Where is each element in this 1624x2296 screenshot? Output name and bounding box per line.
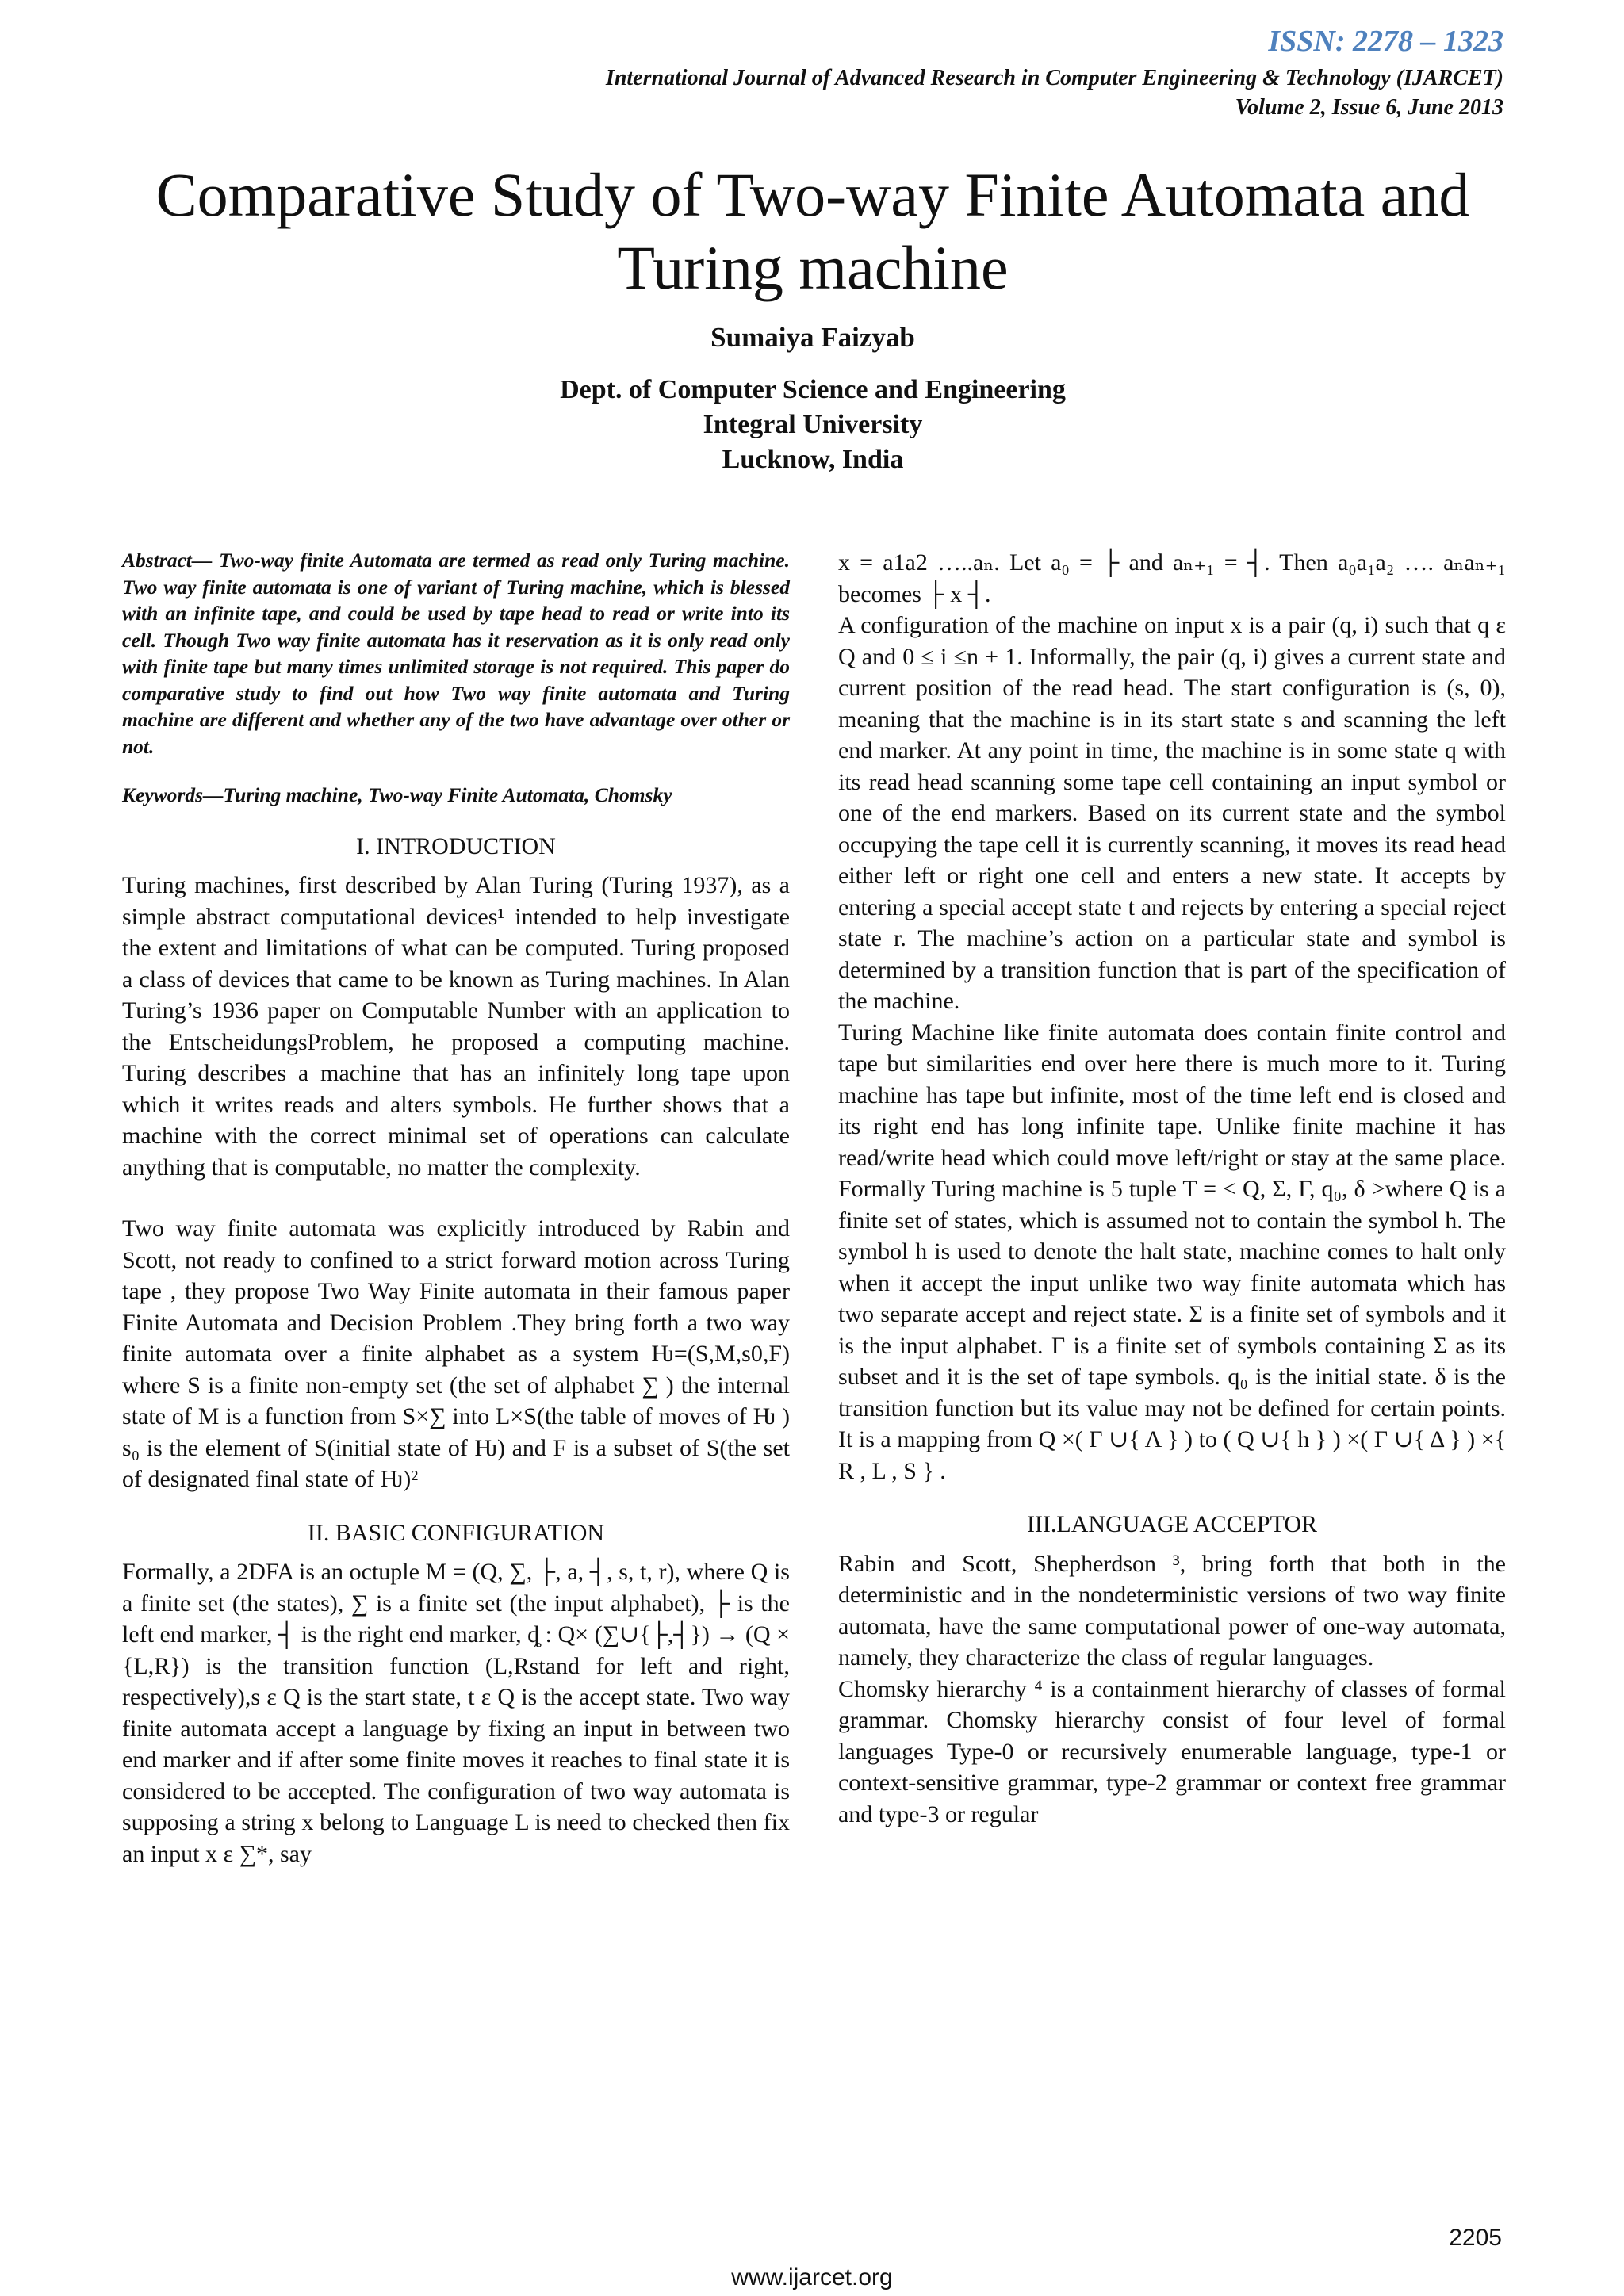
right-column xyxy=(838,547,1506,1830)
configuration-paragraph-1: x = a1a2 …..aₙ. Let a₀ = ├ and aₙ₊₁ = ┤. Then a₀a₁a₂ …. aₙaₙ₊₁ becomes ├ x ┤. xyxy=(838,549,1506,607)
intro-paragraph-1: Turing machines, first described by Alan Turing (Turing 1937), as a simple abstract computational devices¹ intended to help investigate the extent and limitations of what can be computed. Turing proposed a class of devices that came to be known as Turing machines. In Alan Turing’s 1936 paper on Computable Number with an application to the EntscheidungsProblem, he proposed a computing machine. Turing describes a machine that has an infinitely long tape upon which it writes reads and alters symbols. He further shows that a machine with the correct minimal set of operations can calculate anything that is computable, no matter the complexity. xyxy=(122,872,790,1181)
language-acceptor-paragraph-2: Chomsky hierarchy ⁴ is a containment hierarchy of classes of formal grammar. Chomsky hierarchy consist of four level of formal languages Type-0 or recursively enumerable language, type-1 or context-sensitive grammar, type-2 grammar or context free grammar and type-3 or regular xyxy=(838,1675,1506,1827)
turing-machine-paragraph: Turing Machine like finite automata does contain finite control and tape but similarities end over here there is much more to it. Turing machine has tape but infinite, most of the time left end is closed and its right end has long infinite tape. Unlike finite machine it has read/write head which could move left/right or stay at the same place. Formally Turing machine is 5 tuple T = < Q, Σ, Γ, q₀, δ >where Q is a finite set of states, which is assumed not to contain the symbol h. The symbol h is used to denote the halt state, machine comes to halt only when it accept the input unlike two way finite automata which has two separate accept and reject state. Σ is a finite set of symbols and it is the input alphabet. Γ is a finite set of symbols containing Σ as its subset and it is the set of tape symbols. q₀ is the initial state. δ is the transition function but its value may not be defined for certain points. It is a mapping from Q ×( Γ ∪{ Λ } ) to ( Q ∪{ h } ) ×( Γ ∪{ Δ } ) ×{ R , L , S } . xyxy=(838,1019,1506,1484)
journal-name: International Journal of Advanced Research in Computer Engineering & Technology (IJARCET) xyxy=(605,66,1503,90)
section-heading-language-acceptor: III.LANGUAGE ACCEPTOR xyxy=(1026,1511,1318,1537)
affiliation-university: Integral University xyxy=(703,410,923,439)
affiliation xyxy=(119,373,1507,477)
affiliation-dept: Dept. of Computer Science and Engineering xyxy=(560,375,1066,404)
issn: ISSN: 2278 – 1323 xyxy=(1268,25,1503,58)
keywords: Keywords—Turing machine, Two-way Finite Automata, Chomsky xyxy=(122,783,672,806)
configuration-paragraph-2: A configuration of the machine on input x is a pair (q, i) such that q ε Q and 0 ≤ i ≤n + 1. Informally, the pair (q, i) gives a current state and current position of the read head. The start configuration is (s, 0), meaning that the machine is in its start state s and scanning the left end marker. At any point in time, the machine is in some state q with its read head scanning some tape cell containing an input symbol or one of the end markers. Based on its current state and the symbol occupying the tape cell it is currently scanning, it moves its read head either left or right one cell and enters a new state. It accepts by entering a special accept state t and rejects by entering a special reject state r. The machine’s action on a particular state and symbol is determined by a transition function that is part of the specification of the machine. xyxy=(838,612,1506,1014)
section-heading-introduction: I. INTRODUCTION xyxy=(356,832,556,859)
section-heading-basic-configuration: II. BASIC CONFIGURATION xyxy=(307,1519,605,1546)
page-number: 2205 xyxy=(1449,2225,1502,2251)
basic-configuration-paragraph: Formally, a 2DFA is an octuple M = (Q, ∑, ├, a, ┤, s, t, r), where Q is a finite set (the states), ∑ is a finite set (the input alphabet), ├ is the left end marker, ┤ is the right end marker, ȡ : Q× (∑∪{├,┤}) → (Q × {L,R}) is the transition function (L,Rstand for left and right, respectively),s ε Q is the start state, t ε Q is the accept state. Two way finite automata accept a language by fixing an input in between two end marker and if after some finite moves it reaches to final state it is considered to be accepted. The configuration of two way automata is supposing a string x belong to Language L is need to checked then fix an input x ε ∑*, say xyxy=(122,1559,790,1867)
intro-paragraph-2: Two way finite automata was explicitly introduced by Rabin and Scott, not ready to confined to a strict forward motion across Turing tape , they propose Two Way Finite automata in their famous paper Finite Automata and Decision Problem .They bring forth a two way finite automata over a finite alphabet as a system Ƕ=(S,M,s0,F) where S is a finite non-empty set (the set of alphabet ∑ ) the internal state of M is a function from S×∑ into L×S(the table of moves of Ƕ ) s₀ is the element of S(initial state of Ƕ) and F is a subset of S(the set of designated final state of Ƕ)² xyxy=(122,1215,790,1492)
paper-title: Comparative Study of Two-way Finite Automata and Turing machine xyxy=(155,160,1470,302)
journal-header xyxy=(606,63,1503,122)
abstract: Abstract— Two-way finite Automata are termed as read only Turing machine. Two way finite automata is one of variant of Turing machine, which is blessed with an infinite tape, and could be used by tape head to read or write into its cell. Though Two way finite automata has it reservation as it is only read only with finite tape but many times unlimited storage is not required. This paper do comparative study to find out how Two way finite automata and Turing machine are different and whether any of the two have advantage over other or not. xyxy=(122,549,790,758)
left-column xyxy=(122,547,790,1869)
language-acceptor-paragraph-1: Rabin and Scott, Shepherdson ³, bring forth that both in the deterministic and in the nondeterministic versions of two way finite automata, have the same computational power of one-way automata, namely, they characterize the class of regular languages. xyxy=(838,1550,1506,1670)
author-name: Sumaiya Faizyab xyxy=(710,322,915,353)
footer-website: www.ijarcet.org xyxy=(731,2264,893,2290)
journal-volume: Volume 2, Issue 6, June 2013 xyxy=(1235,95,1503,120)
affiliation-location: Lucknow, India xyxy=(722,445,904,474)
